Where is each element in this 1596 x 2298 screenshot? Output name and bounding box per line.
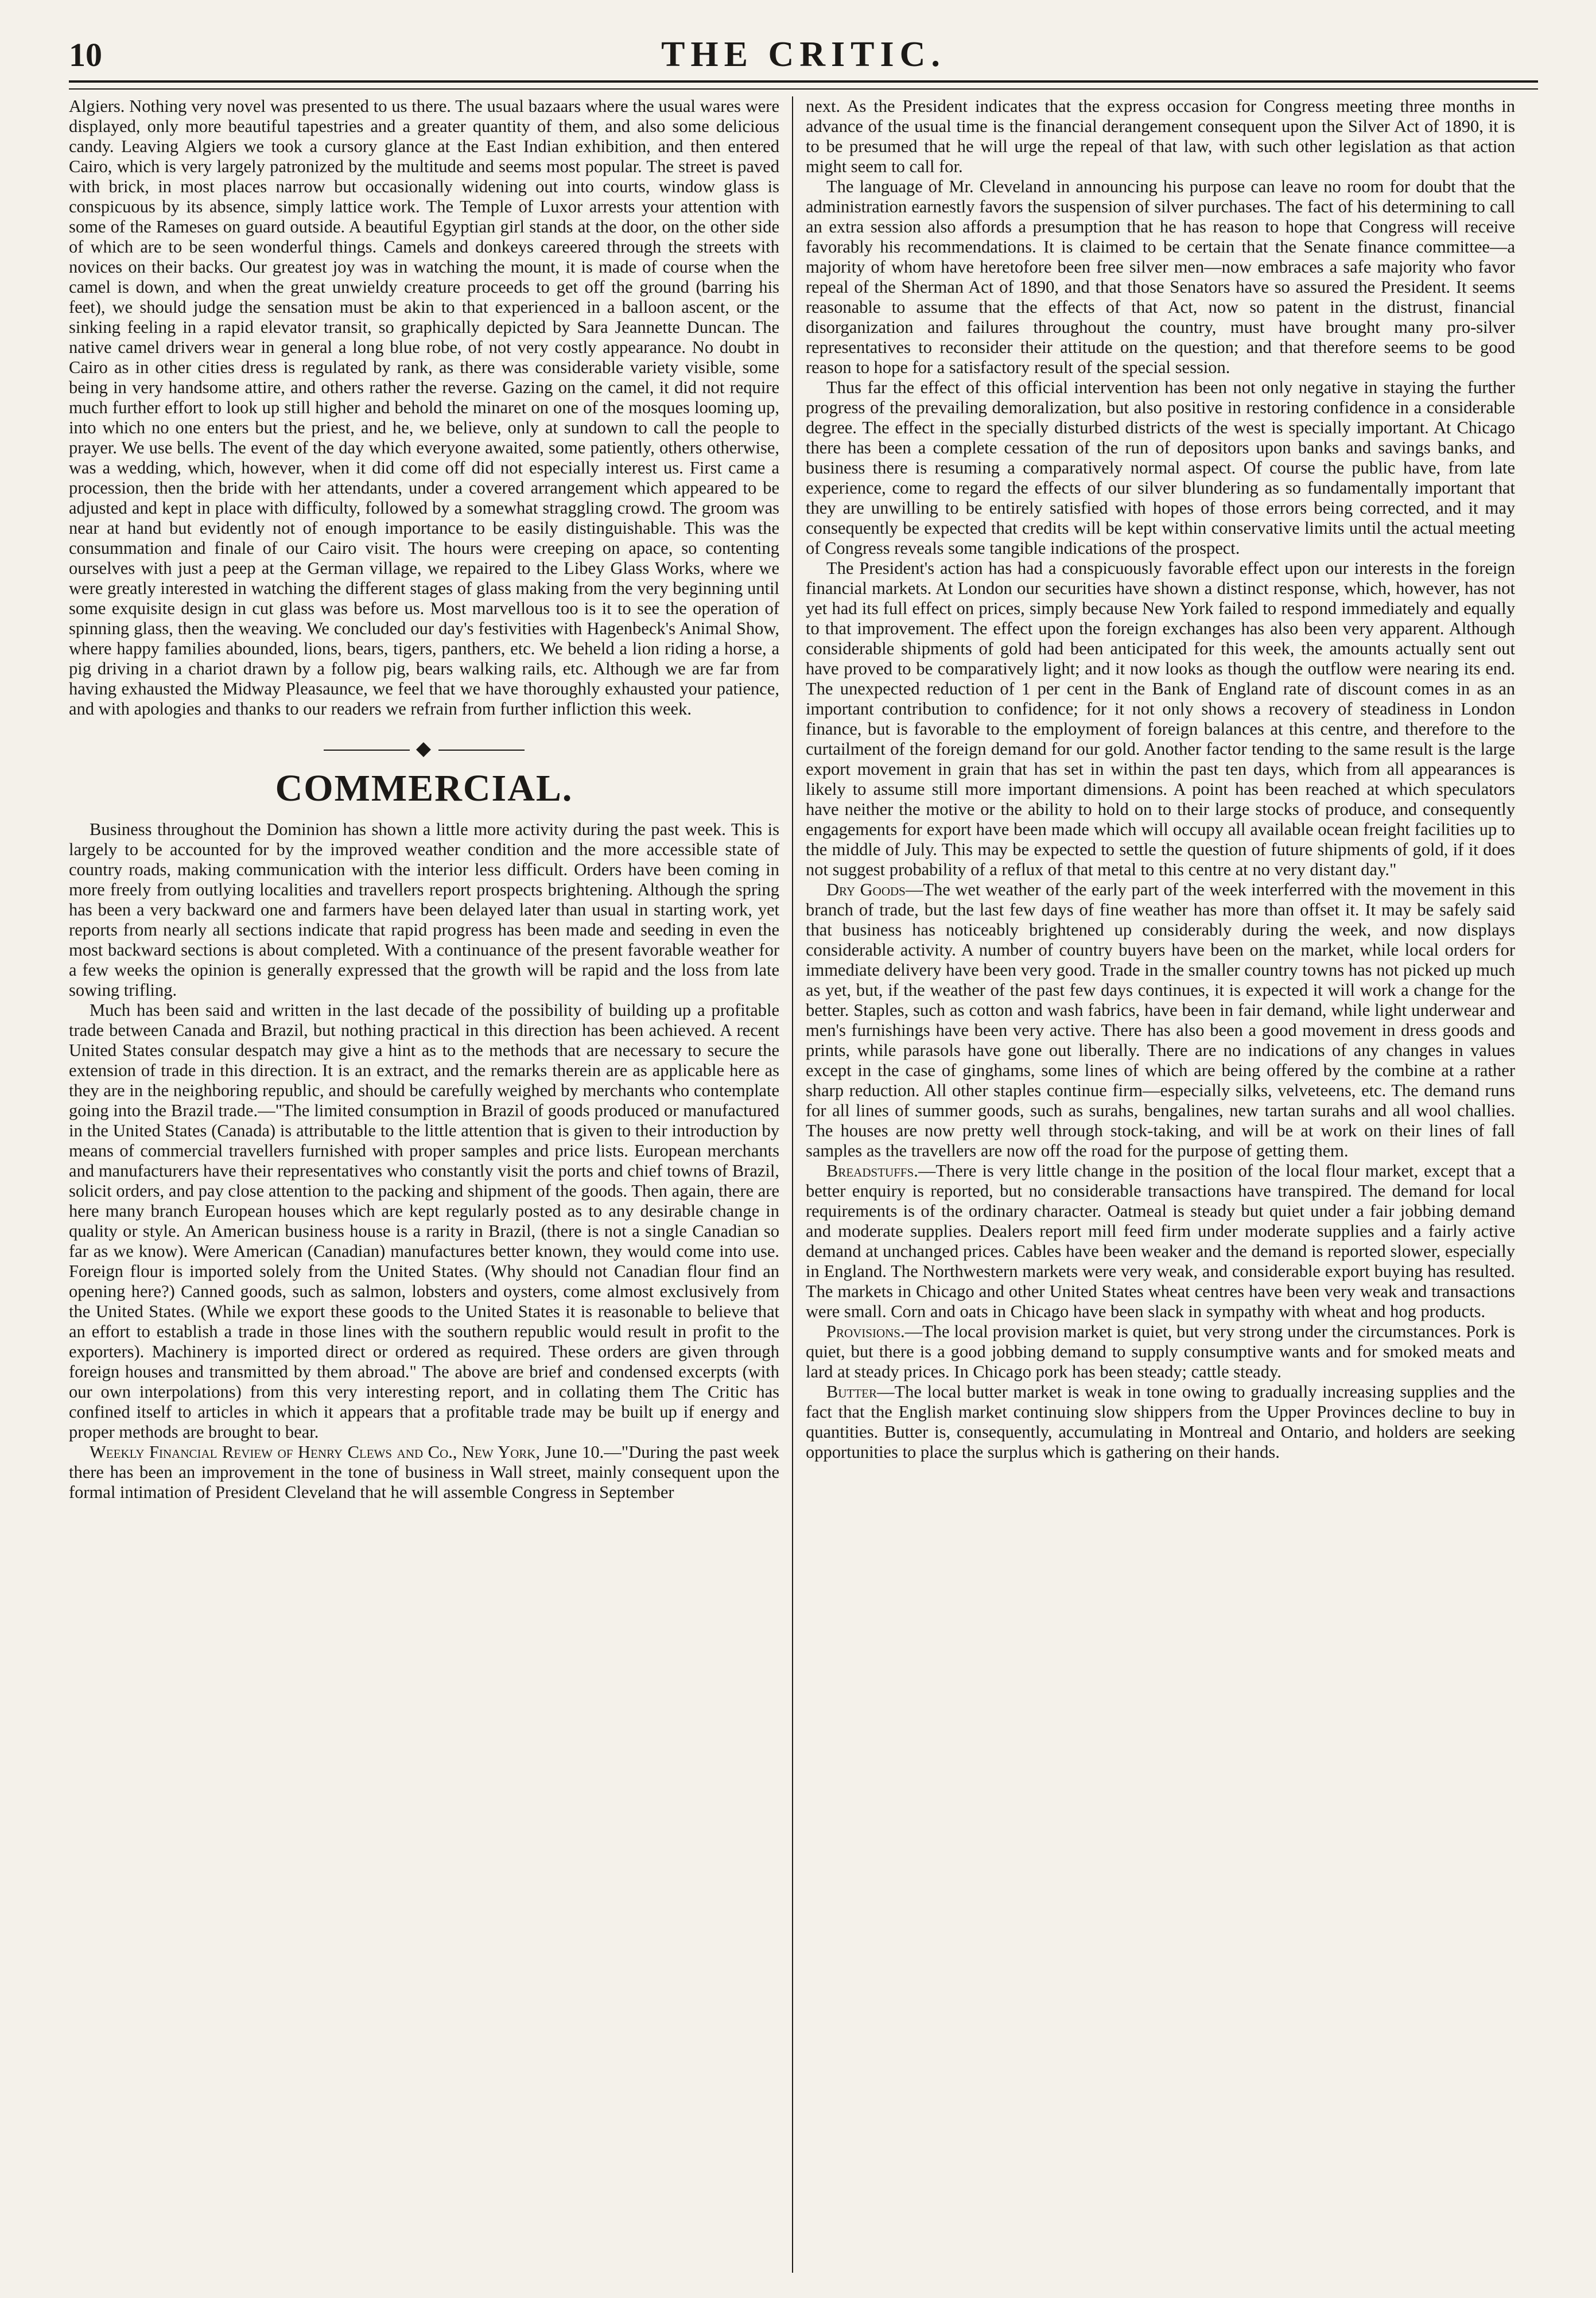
newspaper-page (69, 34, 1538, 2273)
right-column (792, 96, 1515, 2273)
provisions-text: —The local provision market is quiet, but very strong under the circumstances. Pork is quiet, but there is a good jobbing demand to supply consumptive wants and for smoked meats and lard at steady prices. In Chicago pork has been steady; cattle steady. (806, 1322, 1515, 1381)
header-rule (69, 80, 1538, 90)
dry-goods-paragraph (806, 880, 1515, 1161)
provisions-paragraph (806, 1322, 1515, 1382)
financial-review-lead: Weekly Financial Review of Henry Clews and Co., New York, (90, 1442, 541, 1462)
dry-goods-lead: Dry Goods (826, 880, 906, 899)
commercial-paragraph-2: Much has been said and written in the last decade of the possibility of building up a profitable trade between Canada and Brazil, but nothing practical in this direction has been achieved. A recent United States consular despatch may give a hint as to the methods that are necessary to secure the extension of trade in this direction. It is an extract, and the remarks therein are as applicable here as they are in the neighboring republic, and should be carefully weighed by merchants who contemplate going into the Brazil trade.—"The limited consumption in Brazil of goods produced or manufactured in the United States (Canada) is attributable to the little attention that is given to their introduction by means of commercial travellers furnished with proper samples and price lists. European merchants and manufacturers have their representatives who constantly visit the ports and chief towns of Brazil, solicit orders, and pay close attention to the packing and shipment of the goods. Then again, there are here many branch European houses which are kept regularly posted as to any desirable change in quality or style. An American business house is a rarity in Brazil, (there is not a single Canadian so far as we know). Were American (Canadian) manufactures better known, they would come into use. Foreign flour is imported solely from the United States. (Why should not Canadian flour find an opening here?) Canned goods, such as salmon, lobsters and oysters, come almost exclusively from the United States. (While we export these goods to the United States it is reasonable to believe that an effort to establish a trade in those lines with the southern republic would result in profit to the exporters). Machinery is imported direct or ordered as required. These orders are given through foreign houses and transmitted by them abroad." The above are brief and condensed excerpts (with our own interpolations) from this very interesting report, and in collating them The Critic has confined itself to articles in which it appears that a profitable trade may be built up if energy and proper methods are brought to bear. (69, 1000, 779, 1442)
provisions-lead: Provisions. (826, 1322, 905, 1341)
masthead (69, 34, 1538, 75)
breadstuffs-lead: Breadstuffs. (826, 1161, 918, 1181)
financial-paragraph-4: The President's action has had a conspicuously favorable effect upon our interests in the foreign financial markets. At London our securities have shown a distinct response, which, however, has not yet had its full effect on prices, simply because New York failed to respond immediately and equally to that improvement. The effect upon the foreign exchanges has also been very apparent. Although considerable shipments of gold had been anticipated for this week, the amounts actually sent out have proved to be comparatively light; and it now looks as though the outflow were nearing its end. The unexpected reduction of 1 per cent in the Bank of England rate of discount comes in as an important contribution to confidence; for it not only shows a recovery of steadiness in London finance, but is favorable to the employment of foreign balances at this centre, and therefore to the curtailment of the foreign demand for our gold. Another factor tending to the same result is the large export movement in grain that has set in within the past ten days, which from all appearances is likely to assume still more important dimensions. A point has been reached at which speculators have neither the motive or the ability to hold on to their large stocks of produce, and consequently engagements for export have been made which will occupy all available ocean freight facilities up to the middle of July. This may be expected to settle the question of future shipments of gold, if it does not suggest probability of a reflux of that metal to this centre at no very distant day." (806, 558, 1515, 879)
breadstuffs-text: —There is very little change in the position of the local flour market, except that a better enquiry is reported, but no considerable transactions have transpired. The demand for local requirements is of the ordinary character. Oatmeal is steady but quiet under a fair jobbing demand and moderate supplies. Dealers report mill feed firm under moderate supplies and a fairly active demand at unchanged prices. Cables have been weaker and the demand is reported slower, especially in England. The Northwestern markets were very weak, and considerable export buying has resulted. The markets in Chicago and other United States wheat centres have been very weak and transactions were small. Corn and oats in Chicago have been slack in sympathy with wheat and hog products. (806, 1161, 1515, 1321)
financial-review-text: June 10.—"During the past week there has been an improvement in the tone of business in Wall street, mainly consequent upon the formal intimation of President Cleveland that he will assemble Congress in September (69, 1442, 780, 1502)
financial-review-paragraph (69, 1442, 779, 1503)
text-columns (69, 96, 1538, 2273)
section-heading: COMMERCIAL. (275, 767, 573, 809)
financial-paragraph-2: The language of Mr. Cleveland in announcing his purpose can leave no room for doubt that the administration earnestly favors the suspension of silver purchases. The fact of his determining to call an extra session also affords a presumption that he has reason to hope that Congress will receive favorably his recommendations. It is claimed to be certain that the Senate finance committee—a majority of whom have heretofore been free silver men—now embraces a safe majority who favor repeal of the Sherman Act of 1890, and that those Senators have so assured the President. It seems reasonable to assume that the effects of that Act, now so patent in the distrust, financial disorganization and failures throughout the country, must have brought many pro-silver representatives to reconsider their attitude on the question; and that therefore seems to be good reason to hope for a satisfactory result of the special session. (806, 177, 1515, 377)
butter-paragraph (806, 1382, 1515, 1462)
financial-paragraph-3: Thus far the effect of this official intervention has been not only negative in staying the further progress of the prevailing demoralization, but also positive in restoring confidence in a considerable degree. The effect in the specially disturbed districts of the west is specially important. At Chicago there has been a complete cessation of the run of depositors upon banks and savings banks, and business there is resuming a comparatively normal aspect. Of course the public have, from late experience, come to regard the effects of our silver blundering as so fundamentally important that they are unwilling to be entirely satisfied with hopes of those errors being corrected, and it may consequently be expected that credits will be kept within conservative limits until the actual meeting of Congress reveals some tangible indications of the prospect. (806, 378, 1515, 558)
butter-lead: Butter (826, 1382, 877, 1402)
left-column (69, 96, 792, 2273)
butter-text: —The local butter market is weak in tone owing to gradually increasing supplies and the fact that the English market continuing slow shippers from the Upper Provinces decline to buy in quantities. Butter is, consequently, accumulating in Montreal and Ontario, and holders are seeking opportunities to place the surplus which is gathering on their hands. (806, 1382, 1515, 1462)
commercial-paragraph-1: Business throughout the Dominion has shown a little more activity during the past week. This is largely to be accounted for by the improved weather condition and the more accessible state of country roads, making communication with the interior less difficult. Orders have been coming in more freely from outlying localities and travellers report prospects brightening. Although the spring has been a very backward one and farmers have been delayed later than usual in starting work, yet reports from nearly all sections indicate that rapid progress has been made and seeding in even the most backward sections is about completed. With a continuance of the present favorable weather for a few weeks the opinion is generally expressed that the growth will be rapid and the loss from late sowing trifling. (69, 820, 779, 1000)
page-number: 10 (69, 36, 102, 73)
page-title: THE CRITIC. (661, 35, 946, 74)
dry-goods-text: —The wet weather of the early part of the week interferred with the movement in this branch of trade, but the last few days of fine weather has more than offset it. It may be safely said that business has noticeably brightened up considerably during the week, and now displays considerable activity. A number of country buyers have been on the market, while local orders for immediate delivery have been very good. Trade in the smaller country towns has not picked up much as yet, but, if the weather of the past few days continues, it is expected it will work a change for the better. Staples, such as cotton and wash fabrics, have been in fair demand, while light underwear and men's furnishings have been very active. There has also been a good movement in dress goods and prints, while parasols have gone out liberally. There are no indications of any changes in values except in the case of ginghams, some lines of which are being offered by the combine at a rather sharp reduction. All other staples continue firm—especially silks, velveteens, etc. The demand runs for all lines of summer goods, such as surahs, bengalines, new tartan surahs and all wool challies. The houses are now pretty well through stock-taking, and will be at work on their lines of fall samples as the travellers are now off the road for the purpose of getting them. (806, 880, 1515, 1160)
section-ornament: ◆ (69, 739, 779, 759)
breadstuffs-paragraph (806, 1161, 1515, 1322)
financial-paragraph-1: next. As the President indicates that the express occasion for Congress meeting three months in advance of the usual time is the financial derangement consequent upon the Silver Act of 1890, it is to be presumed that he will urge the repeal of that law, with such other legislation as that action might seem to call for. (806, 96, 1515, 176)
cairo-paragraph: Algiers. Nothing very novel was presented to us there. The usual bazaars where the usual wares were displayed, only more beautiful tapestries and a greater quantity of them, and also some delicious candy. Leaving Algiers we took a cursory glance at the East Indian exhibition, and then entered Cairo, which is very largely patronized by the multitude and seems most popular. The street is paved with brick, in most places narrow but occasionally widening out into courts, window glass is conspicuous by its absence, simply lattice work. The Temple of Luxor arrests your attention with some of the Rameses on guard outside. A beautiful Egyptian girl stands at the door, on the other side of which are to be seen wonderful things. Camels and donkeys careered through the streets with novices on their backs. Our greatest joy was in watching the mount, it is made of course when the camel is down, and when the great unwieldy creature proceeds to get off the ground (barring his feet), we should judge the sensation must be akin to that experienced in a balloon ascent, or the sinking feeling in a rapid elevator transit, so graphically depicted by Sara Jeannette Duncan. The native camel drivers wear in general a long blue robe, of not very costly appearance. No doubt in Cairo as in other cities dress is regulated by rank, as there was considerable variety visible, some being in very handsome attire, and others rather the reverse. Gazing on the camel, it did not require much further effort to look up still higher and behold the minaret on one of the mosques looming up, into which no one enters but the priest, and he, we believe, only at sundown to call the people to prayer. We use bells. The event of the day which everyone awaited, some patiently, others otherwise, was a wedding, which, however, when it did come off did not especially interest us. First came a procession, then the bride with her attendants, under a covered arrangement which appeared to be adjusted and kept in place with difficulty, followed by a somewhat straggling crowd. The groom was near at hand but evidently not of enough importance to be easily distinguishable. This was the consummation and finale of our Cairo visit. The hours were creeping on apace, so contenting ourselves with just a peep at the German village, we repaired to the Libey Glass Works, where we were greatly interested in watching the different stages of glass making from the very beginning until some exquisite design in cut glass was before us. Most marvellous too is it to see the operation of spinning glass, then the weaving. We concluded our day's festivities with Hagenbeck's Animal Show, where happy families abounded, lions, bears, tigers, panthers, etc. We beheld a lion riding a horse, a pig driving in a chariot drawn by a follow pig, bears walking rails, etc. Although we are far from having exhausted the Midway Pleasaunce, we feel that we have thoroughly exhausted your patience, and with apologies and thanks to our readers we refrain from further infliction this week. (69, 96, 779, 719)
